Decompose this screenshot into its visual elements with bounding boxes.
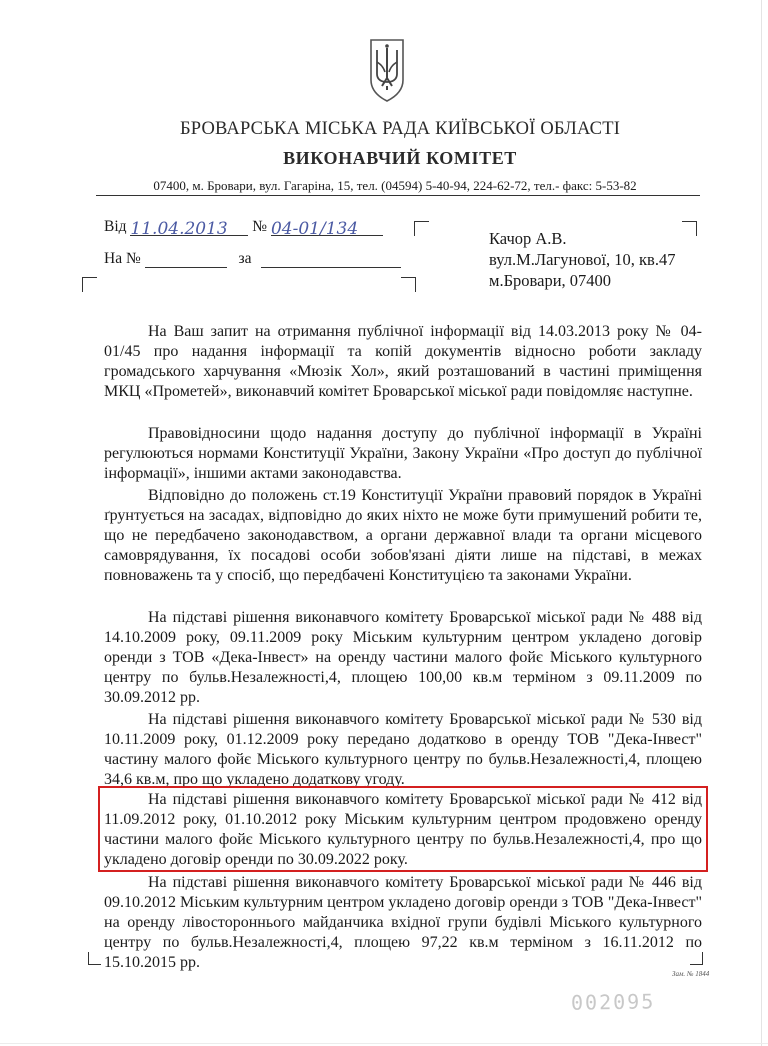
outgoing-number: 04-01/134 (270, 219, 359, 239)
paragraph-legal-basis (104, 424, 702, 484)
reply-label: На № (104, 250, 141, 267)
corner-mark (414, 221, 429, 236)
corner-mark (682, 221, 697, 236)
form-code: Зам. № 1844 (672, 970, 710, 978)
reply-to-row (104, 250, 401, 268)
from-label: Від (104, 218, 127, 235)
outgoing-from-row (104, 218, 383, 239)
committee-title: ВИКОНАВЧИЙ КОМІТЕТ (283, 148, 517, 168)
letterhead-address: 07400, м. Бровари, вул. Гагаріна, 15, тел. (04594) 5-40-94, 224-62-72, тел.- факс: 5-53-82 (153, 178, 637, 193)
paragraph-decision-446 (104, 873, 702, 973)
paragraph-text: На підставі рішення виконавчого комітету Броварської міської ради № 412 від 11.09.2012 року, 01.10.2012 року Міським культурним центром продовжено оренду частини малого фойє Міського культурного центру по бульв.Незалежності,4, про що укладено договір оренди по 30.09.2022 року. (104, 791, 702, 868)
paragraph-text: На підставі рішення виконавчого комітету Броварської міської ради № 446 від 09.10.2012 Міським культурним центром укладено договір оренди з ТОВ "Дека-Інвест" на оренду лівостороннього майданчика вхідної групи будівлі Міського культурного центру по бульв.Незалежності,4, площею 97,22 кв.м терміном з 16.11.2012 по 15.10.2015 рр. (104, 874, 702, 971)
reply-date-line (261, 251, 401, 268)
letterhead-divider (96, 195, 700, 196)
recipient-city: м.Бровари, 07400 (489, 271, 612, 290)
corner-mark (401, 277, 416, 292)
recipient-block (489, 228, 675, 291)
paragraph-text: На підставі рішення виконавчого комітету Броварської міської ради № 488 від 14.10.2009 року, 09.11.2009 року Міським культурним центром укладено договір оренди з ТОВ «Дека-Інвест» на оренду частини малого фойє Міського культурного центру по бульв.Незалежності,4, площею 100,00 кв.м терміном з 09.11.2009 по 30.09.2012 рр. (104, 609, 702, 706)
recipient-street: вул.М.Лагунової, 10, кв.47 (489, 250, 676, 269)
paragraph-decision-488 (104, 608, 702, 708)
coat-of-arms-icon (368, 38, 406, 102)
paragraph-text: На підставі рішення виконавчого комітету Броварської міської ради № 530 від 10.11.2009 року, 01.12.2009 року передано додатково в оренду ТОВ "Дека-Інвест" частину малого фойє Міського культурного центру по бульв.Незалежності,4, площею 34,6 кв.м, про що укладено додаткову угоду. (104, 711, 702, 788)
highlight-box (98, 786, 708, 872)
paragraph-request (104, 322, 702, 402)
number-line (270, 219, 383, 239)
paragraph-text: На Ваш запит на отримання публічної інформації від 14.03.2013 року № 04-01/45 про надання інформації та копій документів відносно роботи закладу громадського харчування «Мюзік Хол», який розташований в частині приміщення МКЦ «Прометей», виконавчий комітет Броварської міської ради повідомляє наступне. (104, 323, 702, 400)
council-title: БРОВАРСЬКА МІСЬКА РАДА КИЇВСЬКОЇ ОБЛАСТІ (179, 119, 621, 139)
serial-stamp: 002095 (570, 989, 656, 1015)
reply-date-label: за (238, 250, 252, 267)
corner-mark (88, 952, 101, 965)
date-line (130, 219, 248, 239)
reply-number-line (145, 251, 227, 268)
paragraph-text: Відповідно до положень ст.19 Конституції України правовий порядок в Україні ґрунтується на засадах, відповідно до яких ніхто не може бути примушений робити те, що не передбачено законодавством, а органи державної влади та органи місцевого самоврядування, їх посадові особи зобов'язані діяти лише на підставі, в межах повноважень та у спосіб, що передбачені Конституцією та законами України. (104, 487, 702, 584)
page-edge (0, 1043, 768, 1044)
outgoing-date: 11.04.2013 (130, 219, 228, 239)
corner-mark (82, 277, 97, 292)
paragraph-text: Правовідносини щодо надання доступу до публічної інформації в Україні регулюються нормами Конституції України, Закону України «Про доступ до публічної інформації», іншими актами законодавства. (104, 425, 702, 482)
number-label: № (252, 218, 268, 235)
recipient-name: Качор А.В. (489, 229, 567, 248)
paragraph-decision-530 (104, 710, 702, 790)
paragraph-constitution (104, 486, 702, 586)
corner-mark (690, 952, 703, 965)
